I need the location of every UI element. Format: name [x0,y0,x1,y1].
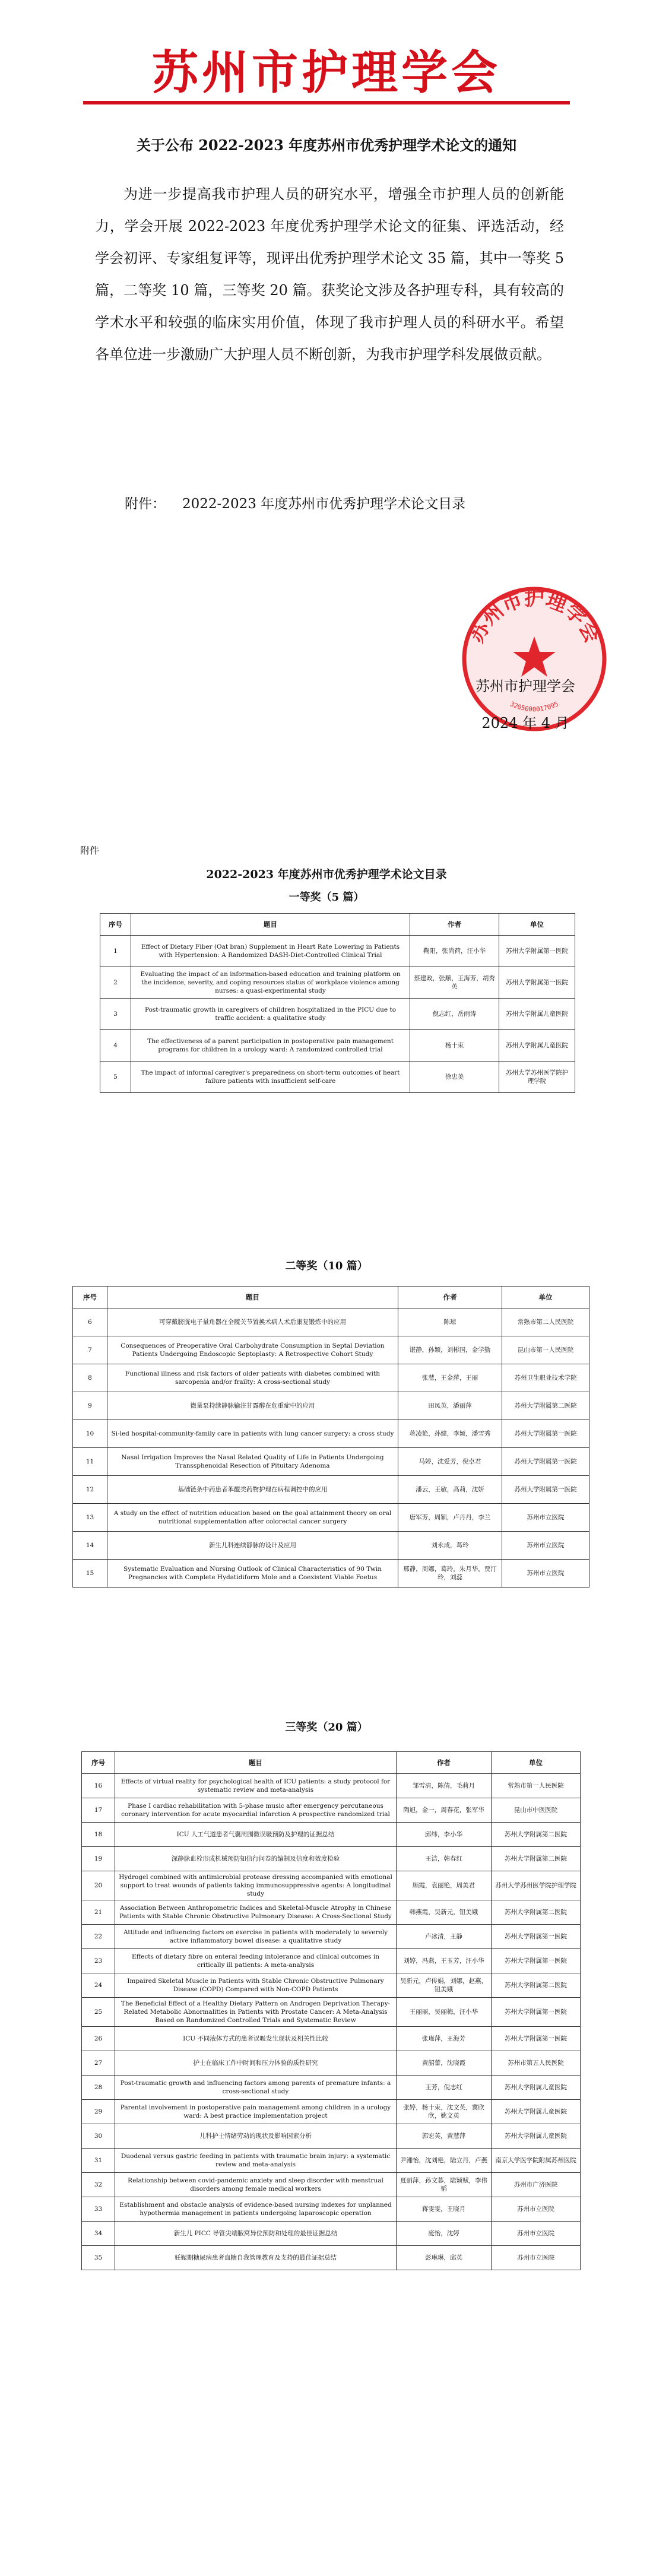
seal-code: 3205000017095 [509,700,560,714]
paper-title: Hydrogel combined with antimicrobial protease dressing accompanied with emotional support to treat wounds of patients taking immunosuppressive agents: A longitudinal study [115,1871,397,1900]
row-unit: 苏州大学附属儿童医院 [492,2100,581,2124]
paper-title: Systematic Evaluation and Nursing Outlook of Clinical Characteristics of 90 Twin Pregnancies with Complete Hydatidiform Mole and a Coexistent Viable Foetus [107,1560,398,1588]
row-authors: 尹湘怡，沈刘艳，陆立丹，卢燕 [397,2149,492,2173]
row-number: 26 [82,2027,115,2051]
row-number: 1 [100,936,131,967]
row-unit: 苏州大学附属第二医院 [492,1847,581,1871]
row-number: 23 [82,1949,115,1973]
row-unit: 苏州市立医院 [492,2197,581,2222]
paper-title: Functional illness and risk factors of older patients with diabetes combined with sarcopenia and/or frailty: A cross-sectional study [107,1364,398,1392]
paper-title: ICU 不同液体方式的患者误吸发生现状及相关性比较 [115,2027,397,2051]
row-unit: 苏州市立医院 [502,1560,589,1588]
row-authors: 蒋雯雯，王晓月 [397,2197,492,2222]
row-authors: 倪志红，岳雨涛 [410,999,499,1030]
row-number: 32 [82,2173,115,2197]
paper-title: 妊娠期糖尿病患者血糖自我管理教育及支持的最佳证据总结 [115,2246,397,2270]
row-authors: 邹雪清，陈倩，毛莉月 [397,1774,492,1798]
row-unit: 苏州大学附属第一医院 [499,936,575,967]
second-prize-table [72,1286,589,1588]
appendix-list-title: 2022-2023 年度苏州市优秀护理学术论文目录 [206,868,447,881]
row-unit: 苏州大学附属第一医院 [502,1448,589,1476]
row-number: 33 [82,2197,115,2222]
row-unit: 常熟市第一人民医院 [492,1774,581,1798]
paper-title: Post-traumatic growth and influencing factors among parents of premature infants: a cross-sectional study [115,2076,397,2100]
letterhead-org-name: 苏州市护理学会 [151,46,501,100]
row-number: 7 [73,1336,107,1364]
row-authors: 夏丽萍，孙文暮，陆颖赋，李伟韬 [397,2173,492,2197]
paper-title: 微量泵持续静脉输注甘露醇在危重症中的应用 [107,1392,398,1420]
row-authors: 王丽丽，吴丽梅，汪小华 [397,1998,492,2027]
paper-title: Duodenal versus gastric feeding in patients with traumatic brain injury: a systematic review and meta-analysis [115,2149,397,2173]
signature-date: 2024 年 4 月 [481,715,569,731]
row-unit: 南京大学医学院附属苏州医院 [492,2149,581,2173]
paper-title: Parental involvement in postoperative pain management among children in a urology ward: A best practice implementation project [115,2100,397,2124]
table-row [82,1798,581,1823]
row-unit: 苏州大学附属第一医院 [492,1925,581,1949]
row-authors: 黄韶蕾，沈晓霞 [397,2051,492,2076]
row-authors: 徐忠美 [410,1062,499,1093]
row-number: 34 [82,2222,115,2246]
first-prize-table [100,913,575,1093]
row-number: 21 [82,1900,115,1925]
row-authors: 王洁，韩春红 [397,1847,492,1871]
row-unit: 苏州大学附属儿童医院 [492,2076,581,2100]
row-number: 30 [82,2124,115,2149]
row-unit: 常熟市第二人民医院 [502,1308,589,1336]
signature-org: 苏州市护理学会 [476,678,575,695]
third-prize-table [81,1751,581,2270]
row-unit: 苏州大学附属第二医院 [492,1973,581,1998]
table-row [73,1364,589,1392]
table-row [82,2076,581,2100]
table-row [82,2149,581,2173]
row-authors: 顾霞，袁丽艳，周美君 [397,1871,492,1900]
paper-title: 深静脉血栓形成机械预防知信行问卷的编制及信度和效度检验 [115,1847,397,1871]
column-header-author: 作者 [398,1287,502,1308]
paper-title: Evaluating the impact of an information-based education and training platform on the incidence, severity, and coping resources status of workplace violence among nurses: a quasi-experimental study [131,967,410,999]
attachment-label: 附件： [125,496,166,512]
row-unit: 苏州市第五人民医院 [492,2051,581,2076]
row-unit: 昆山市中医医院 [492,1798,581,1823]
row-number: 3 [100,999,131,1030]
row-authors: 谌静，孙颖，刘彬国，金学勤 [398,1336,502,1364]
row-unit: 苏州大学附属第一医院 [492,2027,581,2051]
table-row [82,1973,581,1998]
paper-title: 新生儿 PICC 导管尖端腋窝异位预防和处理的最佳证据总结 [115,2222,397,2246]
row-number: 27 [82,2051,115,2076]
table-row [82,2027,581,2051]
first-prize-heading: 一等奖（5 篇） [289,891,364,904]
row-number: 24 [82,1973,115,1998]
row-unit: 苏州卫生职业技术学院 [502,1364,589,1392]
paper-title: 基础链条中药患者苯醌类药物护理在病程调控中的应用 [107,1476,398,1504]
row-unit: 苏州大学附属第一医院 [492,1998,581,2027]
notice-title: 关于公布 2022-2023 年度苏州市优秀护理学术论文的通知 [136,137,517,154]
row-unit: 苏州大学附属第二医院 [492,1900,581,1925]
row-number: 2 [100,967,131,999]
row-unit: 苏州大学附属儿童医院 [492,2124,581,2149]
row-number: 18 [82,1823,115,1847]
row-number: 17 [82,1798,115,1823]
paper-title: Establishment and obstacle analysis of evidence-based nursing indexes for unplanned hypothermia management in patients undergoing laparoscopic operation [115,2197,397,2222]
row-authors: 郭宏英，黄慧萍 [397,2124,492,2149]
table-row [100,999,575,1030]
row-authors: 刘永成，葛玲 [398,1532,502,1560]
table-row [73,1336,589,1364]
row-authors: 吴新元，卢传娟，刘娜，赵燕，钮美娥 [397,1973,492,1998]
row-number: 19 [82,1847,115,1871]
row-authors: 韩燕霞，吴新元，钮美娥 [397,1900,492,1925]
row-number: 13 [73,1504,107,1532]
third-prize-heading: 三等奖（20 篇） [285,1721,368,1734]
row-authors: 张瑾萍，王海芳 [397,2027,492,2051]
paper-title: 新生儿科连续静脉的设计及应用 [107,1532,398,1560]
table-row [73,1560,589,1588]
attachment-name: 2022-2023 年度苏州市优秀护理学术论文目录 [182,496,466,512]
paper-title: 儿科护士情绪劳动的现状及影响因素分析 [115,2124,397,2149]
paper-title: Effects of virtual reality for psychological health of ICU patients: a study protocol for systematic review and meta-analysis [115,1774,397,1798]
table-row [100,1030,575,1062]
row-authors: 蒋凌艳，孙健，李颖，潘雪秀 [398,1420,502,1448]
table-row [82,2124,581,2149]
row-number: 22 [82,1925,115,1949]
table-row [100,967,575,999]
row-number: 8 [73,1364,107,1392]
row-authors: 刘婷，冯燕，王玉芳，汪小华 [397,1949,492,1973]
row-unit: 苏州市立医院 [502,1504,589,1532]
row-unit: 苏州大学附属儿童医院 [499,1030,575,1062]
row-unit: 苏州市立医院 [502,1532,589,1560]
row-number: 12 [73,1476,107,1504]
paper-title: A study on the effect of nutrition education based on the goal attainment theory on oral nutritional supplementation after colorectal cancer surgery [107,1504,398,1532]
row-number: 25 [82,1998,115,2027]
row-unit: 苏州大学附属第二医院 [492,1823,581,1847]
row-number: 9 [73,1392,107,1420]
paper-title: Association Between Anthropometric Indices and Skeletal-Muscle Atrophy in Chinese Patients with Stable Chronic Obstructive Pulmonary Disease: A Cross-Sectional Study [115,1900,397,1925]
row-number: 10 [73,1420,107,1448]
row-number: 5 [100,1062,131,1093]
row-unit: 苏州大学附属第一医院 [502,1420,589,1448]
paper-title: The Beneficial Effect of a Healthy Dietary Pattern on Androgen Deprivation Therapy-Related Metabolic Abnormalities in Patients with Prostate Cancer: A Meta-Analysis Based on Randomized Controlled Trials and Systematic Review [115,1998,397,2027]
row-authors: 张慧，王金萍，王丽 [398,1364,502,1392]
row-authors: 唐军芳，周颖，卢丹丹，李兰 [398,1504,502,1532]
table-row [82,2173,581,2197]
row-authors: 张婷，杨十束，沈文英，冀欣欣，姚文英 [397,2100,492,2124]
row-unit: 苏州大学附属儿童医院 [499,999,575,1030]
row-unit: 苏州市立医院 [492,2246,581,2270]
paper-title: Attitude and influencing factors on exercise in patients with moderately to severely active inflammatory bowel disease: a qualitative study [115,1925,397,1949]
column-header-no: 序号 [82,1752,115,1774]
table-row [82,1823,581,1847]
appendix-label: 附件 [80,845,100,856]
seal-ring-text: 苏州市护理学会 [464,586,604,647]
table-row [82,2222,581,2246]
row-unit: 苏州大学附属第一医院 [502,1476,589,1504]
table-header-row [82,1752,581,1774]
row-number: 15 [73,1560,107,1588]
table-row [73,1532,589,1560]
table-row [73,1504,589,1532]
letterhead-red-rule [83,101,570,104]
row-authors: 邢静，周娜，葛玲，朱月华，贾汀玲，刘蕊 [398,1560,502,1588]
signature-block [448,668,603,742]
row-number: 29 [82,2100,115,2124]
paper-title: 护士在临床工作中时间和压力体验的质性研究 [115,2051,397,2076]
row-authors: 庞怡，沈婷 [397,2222,492,2246]
table-row [82,2246,581,2270]
table-row [73,1476,589,1504]
second-prize-heading: 二等奖（10 篇） [285,1260,368,1272]
row-authors: 陶旭，金一，周春花，张军华 [397,1798,492,1823]
table-row [73,1392,589,1420]
column-header-no: 序号 [73,1287,107,1308]
column-header-title: 题目 [131,914,410,936]
table-row [100,1062,575,1093]
paper-title: Phase I cardiac rehabilitation with 5-phase music after emergency percutaneous coronary intervention for acute myocardial infarction A prospective randomized trial [115,1798,397,1823]
row-unit: 苏州市立医院 [492,2222,581,2246]
column-header-title: 题目 [115,1752,397,1774]
row-unit: 苏州大学附属第一医院 [492,1949,581,1973]
row-authors: 陈琼 [398,1308,502,1336]
notice-body: 为进一步提高我市护理人员的研究水平，增强全市护理人员的创新能力，学会开展 2022-2023 年度优秀护理学术论文的征集、评选活动，经学会初评、专家组复评等，现评出优秀护理学术论文 35 篇，其中一等奖 5 篇，二等奖 10 篇，三等奖 20 篇。获奖论文涉及各护理专科，具有较高的学术水平和较强的临床实用价值，体现了我市护理人员的科研水平。希望各单位进一步激励广大护理人员不断创新，为我市护理学科发展做贡献。 [95,186,564,363]
row-unit: 苏州大学附属第二医院 [502,1392,589,1420]
paper-title: Consequences of Preoperative Oral Carbohydrate Consumption in Septal Deviation Patients Undergoing Endoscopic Septoplasty: A Retrospective Cohort Study [107,1336,398,1364]
row-number: 11 [73,1448,107,1476]
column-header-unit: 单位 [502,1287,589,1308]
row-number: 14 [73,1532,107,1560]
paper-title: Post-traumatic growth in caregivers of children hospitalized in the PICU due to traffic accident: a qualitative study [131,999,410,1030]
table-row [100,936,575,967]
table-header-row [73,1287,589,1308]
table-row [82,1925,581,1949]
column-header-unit: 单位 [499,914,575,936]
row-authors: 杨十束 [410,1030,499,1062]
row-number: 35 [82,2246,115,2270]
row-number: 4 [100,1030,131,1062]
row-authors: 鞠阳，张尚荷，汪小华 [410,936,499,967]
column-header-author: 作者 [397,1752,492,1774]
row-unit: 苏州大学苏州医学院护理学院 [492,1871,581,1900]
row-number: 31 [82,2149,115,2173]
attachment-line [125,493,465,512]
paper-title: Nasal Irrigation Improves the Nasal Related Quality of Life in Patients Undergoing Transsphenoidal Resection of Pituitary Adenoma [107,1448,398,1476]
table-row [82,1998,581,2027]
row-authors: 邱纬，李小华 [397,1823,492,1847]
table-row [82,2197,581,2222]
row-authors: 彭琳琳，邱英 [397,2246,492,2270]
paper-title: The effectiveness of a parent participation in postoperative pain management programs for children in a urology ward: A randomized controlled trial [131,1030,410,1062]
table-row [82,2051,581,2076]
row-number: 6 [73,1308,107,1336]
table-row [73,1308,589,1336]
row-authors: 卢冰清，王静 [397,1925,492,1949]
row-authors: 王芳，倪志红 [397,2076,492,2100]
column-header-no: 序号 [100,914,131,936]
row-unit: 苏州市广济医院 [492,2173,581,2197]
column-header-unit: 单位 [492,1752,581,1774]
row-unit: 苏州大学附属第一医院 [499,967,575,999]
row-number: 20 [82,1871,115,1900]
row-unit: 苏州大学苏州医学院护理学院 [499,1062,575,1093]
paper-title: Effects of dietary fibre on enteral feeding intolerance and clinical outcomes in critically ill patients: A meta-analysis [115,1949,397,1973]
table-row [82,1871,581,1900]
table-row [82,1847,581,1871]
row-authors: 马婷，沈爱芳，倪卓君 [398,1448,502,1476]
row-number: 28 [82,2076,115,2100]
column-header-title: 题目 [107,1287,398,1308]
table-row [82,1949,581,1973]
table-row [73,1420,589,1448]
paper-title: Impaired Skeletal Muscle in Patients with Stable Chronic Obstructive Pulmonary Disease (COPD) Compared with Non-COPD Patients [115,1973,397,1998]
table-row [82,2100,581,2124]
paper-title: 可穿戴膀胱电子量角器在全髋关节置换术病人术后康复锻炼中的应用 [107,1308,398,1336]
column-header-author: 作者 [410,914,499,936]
row-authors: 田凤英，潘丽萍 [398,1392,502,1420]
row-authors: 蔡建政，张顺，王海芳，胡秀英 [410,967,499,999]
row-number: 16 [82,1774,115,1798]
paper-title: Si-led hospital-community-family care in patients with lung cancer surgery: a cross study [107,1420,398,1448]
row-authors: 潘云，王敏，高莉，沈妍 [398,1476,502,1504]
table-row [73,1448,589,1476]
table-header-row [100,914,575,936]
table-row [82,1774,581,1798]
row-unit: 昆山市第一人民医院 [502,1336,589,1364]
paper-title: The impact of informal caregiver's preparedness on short-term outcomes of heart failure patients with insufficient self-care [131,1062,410,1093]
paper-title: Effect of Dietary Fiber (Oat bran) Supplement in Heart Rate Lowering in Patients with Hypertension: A Randomized DASH-Diet-Controlled Clinical Trial [131,936,410,967]
paper-title: Relationship between covid-pandemic anxiety and sleep disorder with menstrual disorders among female medical workers [115,2173,397,2197]
paper-title: ICU 人工气道患者气囊周围微误吸预防及护理的证据总结 [115,1823,397,1847]
table-row [82,1900,581,1925]
